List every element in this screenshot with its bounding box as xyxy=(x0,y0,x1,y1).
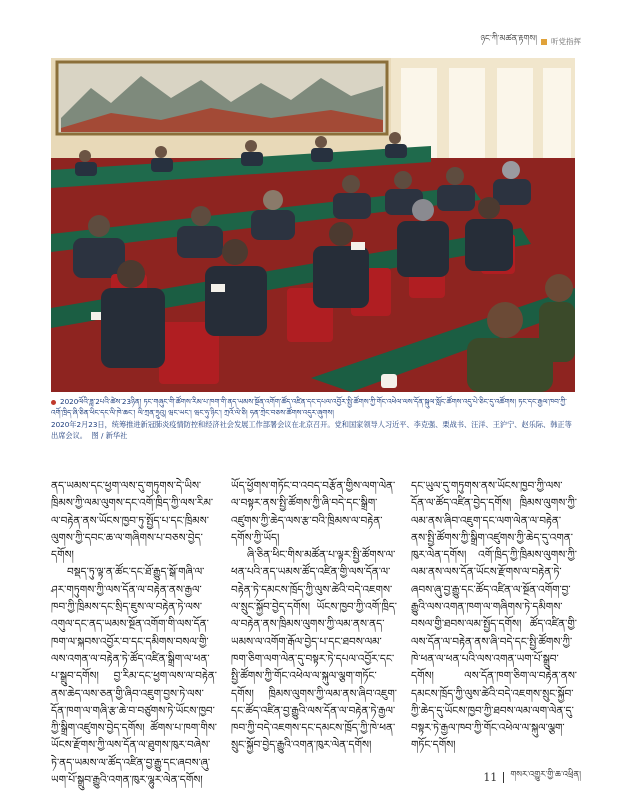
body-column-1 xyxy=(51,478,217,787)
caption-tibetan: 2020ལོའི་ཟླ་2པའི་ཚེས་23ཉིན། ཏང་གཞུང་གི་ཚོགས་རིམ་པ་ཁག་གི་ནད་ཡམས་སྔོན་འགོག་ཚོད་འཛིན་དང་དཔལ་འབྱོར་སྤྱི་ཚོགས་ཀྱི་གོང་འཕེལ་ལས་དོན་སྐུལ་སློང་ཚོགས་འདུ་པེ་ཅིང་དུ་འཚོགས། ཏང་དང་རྒྱལ་ཁབ་ཀྱི་འགོ་ཁྲིད་ཞི་ཅིན་ཕིང་དང་ལི་ཁེ་ཆང་། ལི་ཀྲན་ཧྲུའུ། ཝང་ཡང་། ཝང་ཧུ་ཉིང་། ཀྲའོ་ལེ་ཅི། ཧན་ཀྲེང་བཅས་ཚོགས་འདུར་ཞུགས། xyxy=(51,397,567,417)
page-number: 11 xyxy=(483,771,498,784)
caption-credit: 图 / 新华社 xyxy=(91,431,128,440)
header-square-icon xyxy=(541,39,547,45)
footer-divider xyxy=(503,772,504,783)
caption-chinese: 2020年2月23日，统筹推进新冠肺炎疫情防控和经济社会发展工作部署会议在北京召开。党和国家领导人习近平、李克强、栗战书、汪洋、王沪宁、赵乐际、韩正等出席会议。 图 / 新华社 xyxy=(51,420,572,440)
page-footer xyxy=(483,766,581,789)
body-column-3 xyxy=(411,478,577,763)
magazine-title: གསར་འགྱུར་གྱི་ཆ་འཕྲིན། xyxy=(510,770,581,780)
paragraph: བསྡད་ཏུ་ལྟ་ན་ཚོང་དང་ཐོ་རྒྱུད་སྒོ་གཞི་ལ་ཤར་གཏུགས་ཀྱི་ལས་དོན་ལ་བརྟེན་ནས་རྒྱལ་ཁབ་ཀྱི་ཁྲིམས་དང་སྲིད་ཇུས་ལ་བརྟེན་ཏེ་ལས་འགུལ་དང་ནད་ཡམས་སྔོན་འགོག་གི་ལས་དོན་ཁག་ལ་སྐབས་འབྱོར་བ་དང་དམིགས་བསལ་གྱི་ལས་འགན་ལ་བརྟེན་ཏེ་ཚོད་འཛིན་སྒྲིག་ལ་ཕན་པ་སྒྲུབ་དགོས། བྱ་རིམ་དང་ཕྱག་ལས་ལ་བརྟེན་ནས་ཆེད་ལས་ཅན་གྱི་ཞིབ་འཇུག་བྱས་ཏེ་ལས་དོན་ཁག་ལ་གཞི་རྩ་ཆེ་བ་བཙུགས་ཏེ་ཡོངས་ཁྱབ་ཀྱི་སྒྲིག་འཛུགས་བྱེད་དགོས། ཚོགས་པ་ཁག་གིས་ཡོངས་རྫོགས་ཀྱི་ལས་དོན་ལ་ཐུགས་ཁུར་བཞེས་ཏེ་ནད་ཡམས་ལ་ཚོད་འཛིན་བྱ་རྒྱུ་དང་ཞབས་ཞུ་ཡག་པོ་སྒྲུབ་རྒྱུའི་འགན་ཁུར་ལྷུར་ལེན་དགོས། xyxy=(51,566,217,787)
header-chinese-title: 听党指挥 xyxy=(551,37,581,46)
caption-bullet-icon xyxy=(51,400,56,405)
paragraph: ཞི་ཅིན་ཕིང་གིས་མཚོན་པ་ལྟར་སྤྱི་ཚོགས་ལ་ཕན་པའི་ནད་ཡམས་ཚོད་འཛིན་གྱི་ལས་དོན་ལ་བརྟེན་ཏེ་དམངས་ཁྲོད་ཀྱི་ལུས་ཚེའི་བདེ་འཇགས་ལ་སྲུང་སྐྱོབ་བྱེད་དགོས། ཡོངས་ཁྱབ་ཀྱི་འགོ་ཁྲིད་ལ་བརྟེན་ནས་ཁྲིམས་ལུགས་ཀྱི་ལམ་ནས་ནད་ཡམས་ལ་འགོག་རྒོལ་བྱེད་པ་དང་ཐབས་ལམ་ཁག་ཅིག་ལག་ལེན་དུ་བསྟར་ཏེ་དཔལ་འབྱོར་དང་སྤྱི་ཚོགས་ཀྱི་གོང་འཕེལ་ལ་སྐུལ་ལྕག་གཏོང་དགོས། ཁྲིམས་ལུགས་ཀྱི་ལམ་ནས་ཞིབ་འཇུག་དང་ཚོད་འཛིན་བྱ་རྒྱུའི་ལས་དོན་ལ་བརྟེན་ཏེ་རྒྱལ་ཁབ་ཀྱི་བདེ་འཇགས་དང་དམངས་ཁྲོད་ཀྱི་ཁེ་ཕན་སྲུང་སྐྱོབ་བྱེད་རྒྱུའི་འགན་ཁུར་ལེན་དགོས། xyxy=(231,549,397,752)
paragraph: དང་ཡུལ་དུ་གཏུགས་ནས་ཡོངས་ཁྱབ་ཀྱི་ལས་དོན་ལ་ཚོད་འཛིན་བྱེད་དགོས། ཁྲིམས་ལུགས་ཀྱི་ལམ་ནས་ཞིབ་འཇུག་དང་ལག་ལེན་ལ་བརྟེན་ནས་སྤྱི་ཚོགས་ཀྱི་སྒྲིག་འཛུགས་ཀྱི་ཆེད་དུ་འགན་ཁུར་ལེན་དགོས། འགོ་ཁྲིད་ཀྱི་ཁྲིམས་ལུགས་ཀྱི་ལམ་ནས་ལས་དོན་ཡོངས་རྫོགས་ལ་བརྟེན་ཏེ་ཞབས་ཞུ་བྱ་རྒྱུ་དང་ཚོད་འཛིན་ལ་སྔོན་འགོག་བྱ་རྒྱུའི་ལས་འགན་ཁག་ལ་གཞིགས་ཏེ་དམིགས་བསལ་གྱི་ཐབས་ལམ་སྤྱོད་དགོས། ཚོད་འཛིན་གྱི་ལས་དོན་ལ་བརྟེན་ནས་ཞི་བདེ་དང་སྤྱི་ཚོགས་ཀྱི་ཁེ་ཕན་ལ་ཕན་པའི་ལས་འགན་ཡག་པོ་སྒྲུབ་དགོས། ལས་དོན་ཁག་ཅིག་ལ་བརྟེན་ནས་དམངས་ཁྲོད་ཀྱི་ལུས་ཚེའི་བདེ་འཇགས་སྲུང་སྐྱོབ་ཀྱི་ཆེད་དུ་ཡོངས་ཁྱབ་ཀྱི་ཐབས་ལམ་ལག་ལེན་དུ་བསྟར་ཏེ་རྒྱལ་ཁབ་ཀྱི་གོང་འཕེལ་ལ་སྐུལ་ལྕག་གཏོང་དགོས། xyxy=(411,480,577,752)
body-column-2 xyxy=(231,478,397,763)
paragraph: ནད་ཡམས་དང་ཕྱག་ལས་དུ་གཏུགས་དེ་ཡིས་ཁྲིམས་ཀྱི་ལམ་ལུགས་དང་འགོ་ཁྲིད་ཀྱི་ལས་རིམ་ལ་བརྟེན་ནས་ཡོངས་ཁྱབ་ཏུ་སྤྱོད་པ་དང་ཁྲིམས་ལུགས་ཀྱི་དབང་ཆ་ལ་གཞིགས་པ་བཅས་བྱེད་དགོས། xyxy=(51,480,214,562)
header-tibetan-title: ཉང་ཀི་མཚན་རྟགས། xyxy=(480,34,537,44)
paragraph: ཡོད་ཕྱོགས་གཏོང་བ་འབད་བརྩོན་གྱིས་ལག་ལེན་ལ་བསྟར་ནས་སྤྱི་ཚོགས་ཀྱི་ཞི་བདེ་དང་སྒྲིག་འཛུགས་ཀྱི་ཆེད་ལས་རྩ་བའི་ཁྲིམས་ལ་བརྟེན་དགོས་ཀྱི་ཡོད། xyxy=(231,480,396,544)
photo-caption xyxy=(51,396,577,441)
page-header xyxy=(481,30,582,53)
meeting-photo xyxy=(51,58,575,392)
